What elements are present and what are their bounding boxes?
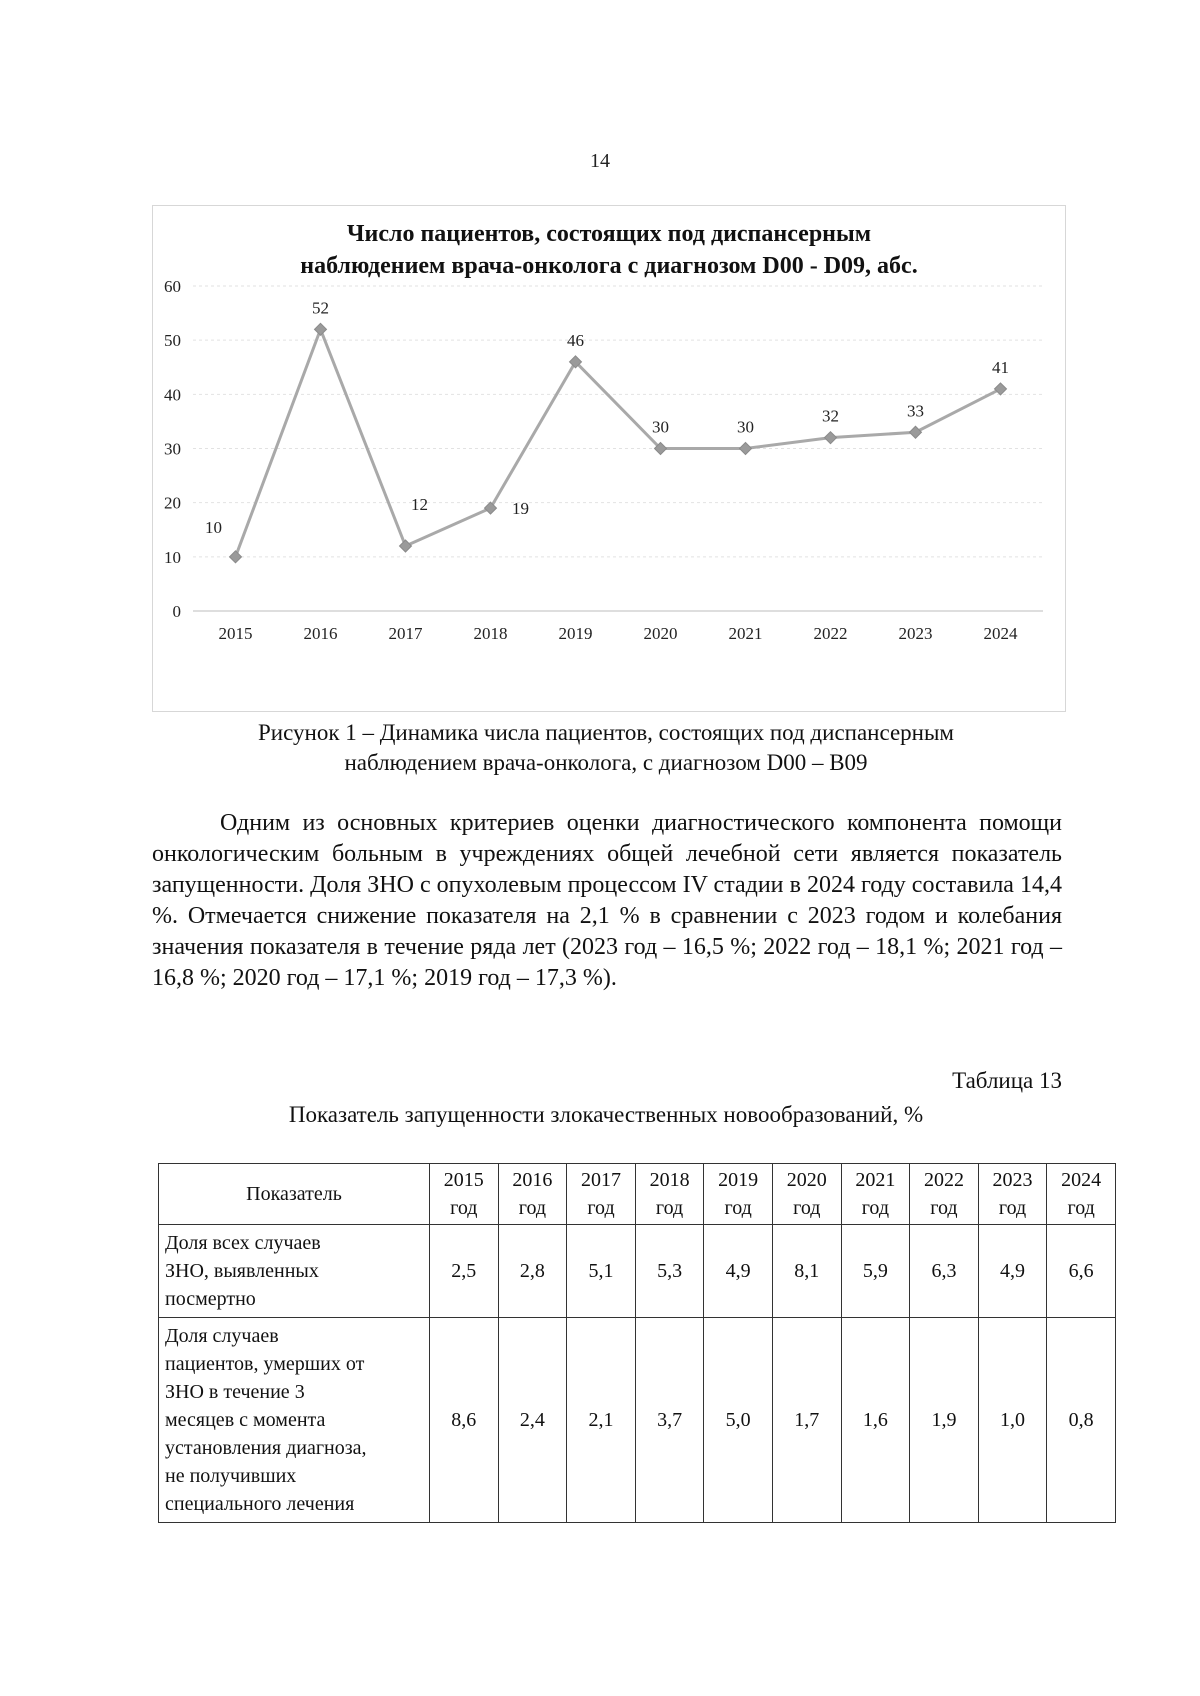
y-tick-label: 40 [164, 385, 181, 405]
table-cell: 2,8 [498, 1225, 567, 1318]
row-label [159, 1318, 430, 1523]
row-label-line: специального лечения [165, 1493, 355, 1515]
indicator-header: Показатель [159, 1164, 430, 1225]
table-row [159, 1318, 1116, 1523]
table-number: Таблица 13 [952, 1068, 1062, 1093]
year-header-value: 2015 [443, 1169, 484, 1191]
year-header-2019 [704, 1164, 773, 1225]
year-header-value: 2018 [649, 1169, 690, 1191]
x-tick-label: 2020 [643, 624, 678, 643]
year-header-suffix: год [793, 1197, 821, 1219]
table-cell: 5,1 [567, 1225, 636, 1318]
series-markers [230, 323, 1007, 563]
x-tick-label: 2017 [388, 624, 423, 643]
y-tick-label: 10 [164, 547, 181, 567]
year-header-2020 [772, 1164, 841, 1225]
data-point-marker [315, 323, 327, 335]
data-label: 19 [512, 499, 529, 519]
year-header-suffix: год [518, 1197, 547, 1219]
table-cell: 1,7 [772, 1318, 841, 1523]
year-header-value: 2020 [786, 1169, 827, 1191]
table-cell: 5,0 [704, 1318, 773, 1523]
data-point-marker [485, 502, 497, 514]
data-point-marker [740, 443, 752, 455]
chart-svg [153, 206, 1065, 711]
y-tick-label: 30 [164, 439, 181, 459]
x-tick-label: 2022 [813, 624, 848, 643]
x-tick-label: 2023 [898, 624, 933, 643]
row-label-line: ЗНО в течение 3 [165, 1381, 305, 1403]
year-header-2024 [1047, 1164, 1116, 1225]
data-point-marker [400, 540, 412, 552]
table-cell: 4,9 [978, 1225, 1047, 1318]
data-label: 41 [992, 357, 1009, 377]
year-header-2022 [910, 1164, 979, 1225]
table-cell: 2,1 [567, 1318, 636, 1523]
chart-title-line-2: наблюдением врача-онколога с диагнозом D00 - D09, абс. [300, 253, 918, 279]
year-header-suffix: год [587, 1197, 615, 1219]
y-tick-label: 0 [172, 602, 181, 621]
data-label: 30 [737, 417, 754, 437]
y-tick-label: 50 [164, 331, 181, 351]
year-header-suffix: год [930, 1197, 958, 1219]
table-cell: 6,3 [910, 1225, 979, 1318]
table-cell: 6,6 [1047, 1225, 1116, 1318]
figure-caption [150, 718, 1062, 778]
data-label: 52 [312, 298, 329, 318]
year-header-suffix: год [724, 1197, 752, 1219]
data-point-marker [230, 551, 242, 563]
x-tick-label: 2019 [558, 624, 593, 643]
year-header-suffix: год [861, 1197, 890, 1219]
year-header-2015 [430, 1164, 499, 1225]
x-tick-label: 2021 [728, 624, 763, 643]
row-label-line: посмертно [165, 1288, 256, 1310]
row-label [159, 1225, 430, 1318]
neglect-indicator-table [158, 1163, 1116, 1523]
data-label: 46 [567, 330, 584, 350]
figure-caption-line-1: Рисунок 1 – Динамика числа пациентов, состоящих под диспансерным [258, 720, 954, 745]
table-cell: 2,5 [430, 1225, 499, 1318]
table-cell: 5,3 [635, 1225, 704, 1318]
year-header-value: 2019 [718, 1169, 759, 1191]
y-tick-label: 20 [164, 493, 181, 513]
y-axis-ticks [164, 277, 181, 621]
data-point-marker [825, 432, 837, 444]
year-header-2017 [567, 1164, 636, 1225]
table-cell: 8,1 [772, 1225, 841, 1318]
table-cell: 4,9 [704, 1225, 773, 1318]
row-label-line: Доля случаев [165, 1325, 279, 1347]
x-tick-label: 2024 [983, 624, 1018, 643]
y-tick-label: 60 [164, 277, 181, 296]
x-tick-label: 2018 [473, 624, 508, 643]
row-label-line: Доля всех случаев [165, 1232, 321, 1254]
table-cell: 0,8 [1047, 1318, 1116, 1523]
table-row [159, 1225, 1116, 1318]
data-point-marker [995, 383, 1007, 395]
row-label-line: пациентов, умерших от [165, 1353, 365, 1375]
x-tick-label: 2016 [303, 624, 338, 643]
data-label: 30 [652, 417, 669, 437]
table-cell: 1,6 [841, 1318, 910, 1523]
year-header-suffix: год [998, 1197, 1027, 1219]
table-cell: 5,9 [841, 1225, 910, 1318]
year-header-suffix: год [450, 1197, 478, 1219]
table-cell: 1,9 [910, 1318, 979, 1523]
year-header-2016 [498, 1164, 567, 1225]
year-header-value: 2017 [580, 1169, 621, 1191]
table-title: Показатель запущенности злокачественных новообразований, % [288, 1102, 924, 1127]
table-cell: 2,4 [498, 1318, 567, 1523]
year-header-suffix: год [655, 1197, 684, 1219]
table-header-row [159, 1164, 1116, 1225]
data-label: 12 [411, 495, 428, 514]
year-header-value: 2023 [992, 1169, 1033, 1191]
figure-caption-line-2: наблюдением врача-онколога, с диагнозом D00 – B09 [344, 750, 868, 775]
data-label: 32 [822, 406, 839, 426]
data-label: 33 [907, 401, 924, 421]
x-tick-label: 2015 [218, 624, 253, 643]
row-label-line: месяцев с момента [165, 1409, 326, 1431]
year-header-value: 2016 [512, 1169, 553, 1191]
series-polyline [236, 329, 1001, 557]
x-axis-ticks [219, 624, 1019, 643]
year-header-value: 2024 [1061, 1169, 1102, 1191]
data-point-marker [910, 426, 922, 438]
row-label-line: не получивших [165, 1465, 297, 1487]
year-header-2023 [978, 1164, 1047, 1225]
data-label: 10 [205, 517, 222, 537]
table-cell: 1,0 [978, 1318, 1047, 1523]
year-header-suffix: год [1067, 1197, 1095, 1219]
body-paragraph: Одним из основных критериев оценки диагностического компонента помощи онкологическим больным в учреждениях общей лечебной сети является показатель запущенности. Доля ЗНО с опухолевым процессом IV стадии в 2024 году составила 14,4 %. Отмечается снижение показателя на 2,1 % в сравнении с 2023 годом и колебания значения показателя в течение ряда лет (2023 год – 16,5 %; 2022 год – 18,1 %; 2021 год – 16,8 %; 2020 год – 17,1 %; 2019 год – 17,3 %). [152, 810, 1062, 991]
year-header-2018 [635, 1164, 704, 1225]
table-cell: 3,7 [635, 1318, 704, 1523]
data-labels [205, 298, 1009, 537]
series-line [236, 329, 1001, 557]
year-header-value: 2021 [855, 1169, 896, 1191]
table-body [159, 1225, 1116, 1523]
table-cell: 8,6 [430, 1318, 499, 1523]
row-label-line: установления диагноза, [165, 1437, 367, 1459]
page-number: 14 [590, 150, 610, 172]
year-header-value: 2022 [923, 1169, 964, 1191]
year-header-2021 [841, 1164, 910, 1225]
line-chart [152, 205, 1066, 712]
row-label-line: ЗНО, выявленных [165, 1260, 319, 1282]
chart-title-line-1: Число пациентов, состоящих под диспансерным [346, 221, 872, 247]
